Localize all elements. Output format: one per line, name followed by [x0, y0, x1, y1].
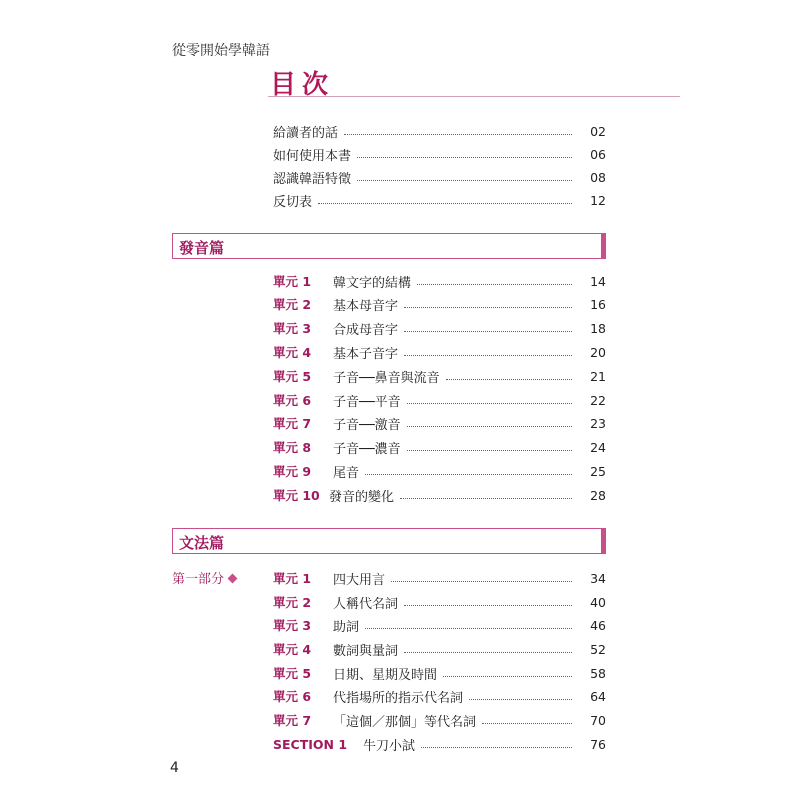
entry-label: 基本母音字 — [333, 298, 399, 314]
entry-page: 76 — [590, 736, 606, 752]
leader-dots — [443, 676, 572, 677]
leader-dots — [318, 203, 572, 204]
leader-dots — [404, 605, 572, 606]
leader-dots — [469, 699, 572, 700]
leader-dots — [344, 134, 572, 135]
leader-dots — [365, 628, 572, 629]
toc-entry[interactable] — [273, 485, 606, 505]
leader-dots — [400, 498, 572, 499]
entry-label: 代指場所的指示代名詞 — [333, 690, 464, 706]
leader-dots — [404, 307, 572, 308]
part-label-text: 第一部分 — [172, 572, 225, 587]
entry-page: 52 — [590, 641, 606, 657]
unit-number: 單元 7 — [273, 713, 312, 728]
toc-entry[interactable] — [273, 366, 606, 386]
book-title: 從零開始學韓語 — [172, 43, 270, 59]
toc-entry[interactable] — [273, 318, 606, 338]
entry-page: 12 — [590, 192, 606, 208]
section-title: 發音篇 — [179, 239, 225, 257]
toc-title: 目次 — [270, 70, 335, 100]
leader-dots — [407, 426, 572, 427]
leader-dots — [421, 747, 572, 748]
unit-number: 單元 6 — [273, 393, 312, 408]
toc-entry[interactable] — [273, 294, 606, 314]
entry-label: 子音──鼻音與流音 — [333, 370, 440, 386]
unit-number: 單元 10 — [273, 488, 320, 503]
entry-page: 40 — [590, 594, 606, 610]
entry-page: 28 — [590, 487, 606, 503]
toc-entry[interactable] — [273, 461, 606, 481]
entry-page: 22 — [590, 392, 606, 408]
toc-entry[interactable] — [273, 190, 606, 210]
unit-number: 單元 1 — [273, 274, 312, 289]
entry-label: 助詞 — [333, 619, 360, 635]
toc-entry[interactable] — [273, 615, 606, 635]
unit-number: 單元 3 — [273, 618, 312, 633]
unit-number: 單元 5 — [273, 369, 312, 384]
entry-label: 韓文字的結構 — [333, 275, 412, 291]
section-title: 文法篇 — [179, 534, 225, 552]
entry-label: 給讀者的話 — [273, 125, 339, 141]
entry-page: 25 — [590, 463, 606, 479]
section-accent-bar — [601, 528, 606, 554]
toc-entry[interactable] — [273, 710, 606, 730]
diamond-icon — [228, 574, 238, 584]
section-heading-grammar — [172, 528, 606, 554]
entry-page: 14 — [590, 273, 606, 289]
toc-entry[interactable] — [273, 639, 606, 659]
entry-label: 合成母音字 — [333, 322, 399, 338]
part-label — [172, 568, 236, 587]
unit-number: 單元 4 — [273, 345, 312, 360]
toc-entry[interactable] — [273, 734, 606, 754]
entry-label: 數詞與量詞 — [333, 643, 399, 659]
toc-entry[interactable] — [273, 167, 606, 187]
toc-entry[interactable] — [273, 663, 606, 683]
unit-number: 單元 7 — [273, 416, 312, 431]
leader-dots — [482, 723, 572, 724]
leader-dots — [391, 581, 572, 582]
unit-number: 單元 6 — [273, 689, 312, 704]
entry-page: 16 — [590, 296, 606, 312]
entry-label: 「這個／那個」等代名詞 — [333, 714, 477, 730]
entry-page: 06 — [590, 146, 606, 162]
entry-label: 基本子音字 — [333, 346, 399, 362]
entry-label: 認識韓語特徵 — [273, 171, 352, 187]
leader-dots — [357, 157, 572, 158]
leader-dots — [407, 450, 572, 451]
leader-dots — [446, 379, 572, 380]
leader-dots — [407, 403, 572, 404]
leader-dots — [404, 331, 572, 332]
toc-entry[interactable] — [273, 121, 606, 141]
toc-entry[interactable] — [273, 568, 606, 588]
toc-entry[interactable] — [273, 686, 606, 706]
section-heading-pronunciation — [172, 233, 606, 259]
entry-label: 四大用言 — [333, 572, 386, 588]
entry-label: 子音──平音 — [333, 394, 401, 410]
unit-number: SECTION 1 — [273, 736, 348, 752]
unit-number: 單元 2 — [273, 297, 312, 312]
entry-label: 子音──濃音 — [333, 441, 401, 457]
toc-entry[interactable] — [273, 413, 606, 433]
entry-page: 02 — [590, 123, 606, 139]
entry-page: 70 — [590, 712, 606, 728]
entry-page: 24 — [590, 439, 606, 455]
page-number: 4 — [170, 760, 179, 776]
unit-number: 單元 8 — [273, 440, 312, 455]
entry-label: 如何使用本書 — [273, 148, 352, 164]
entry-page: 64 — [590, 688, 606, 704]
entry-page: 46 — [590, 617, 606, 633]
unit-number: 單元 1 — [273, 571, 312, 586]
section-accent-bar — [601, 233, 606, 259]
leader-dots — [417, 284, 572, 285]
leader-dots — [404, 652, 572, 653]
entry-label: 牛刀小試 — [363, 738, 416, 754]
unit-number: 單元 5 — [273, 666, 312, 681]
unit-number: 單元 9 — [273, 464, 312, 479]
entry-page: 23 — [590, 415, 606, 431]
unit-number: 單元 3 — [273, 321, 312, 336]
leader-dots — [357, 180, 572, 181]
entry-label: 子音──激音 — [333, 417, 401, 433]
title-divider — [268, 96, 680, 97]
entry-page: 34 — [590, 570, 606, 586]
toc-entry[interactable] — [273, 144, 606, 164]
entry-page: 18 — [590, 320, 606, 336]
toc-entry[interactable] — [273, 342, 606, 362]
entry-label: 人稱代名詞 — [333, 596, 399, 612]
leader-dots — [404, 355, 572, 356]
toc-entry[interactable] — [273, 592, 606, 612]
unit-number: 單元 2 — [273, 595, 312, 610]
toc-entry[interactable] — [273, 271, 606, 291]
entry-page: 20 — [590, 344, 606, 360]
unit-number: 單元 4 — [273, 642, 312, 657]
entry-label: 尾音 — [333, 465, 360, 481]
entry-label: 發音的變化 — [329, 489, 395, 505]
entry-label: 日期、星期及時間 — [333, 667, 438, 683]
entry-page: 21 — [590, 368, 606, 384]
entry-page: 58 — [590, 665, 606, 681]
toc-entry[interactable] — [273, 437, 606, 457]
toc-entry[interactable] — [273, 390, 606, 410]
entry-label: 反切表 — [273, 194, 313, 210]
leader-dots — [365, 474, 572, 475]
entry-page: 08 — [590, 169, 606, 185]
